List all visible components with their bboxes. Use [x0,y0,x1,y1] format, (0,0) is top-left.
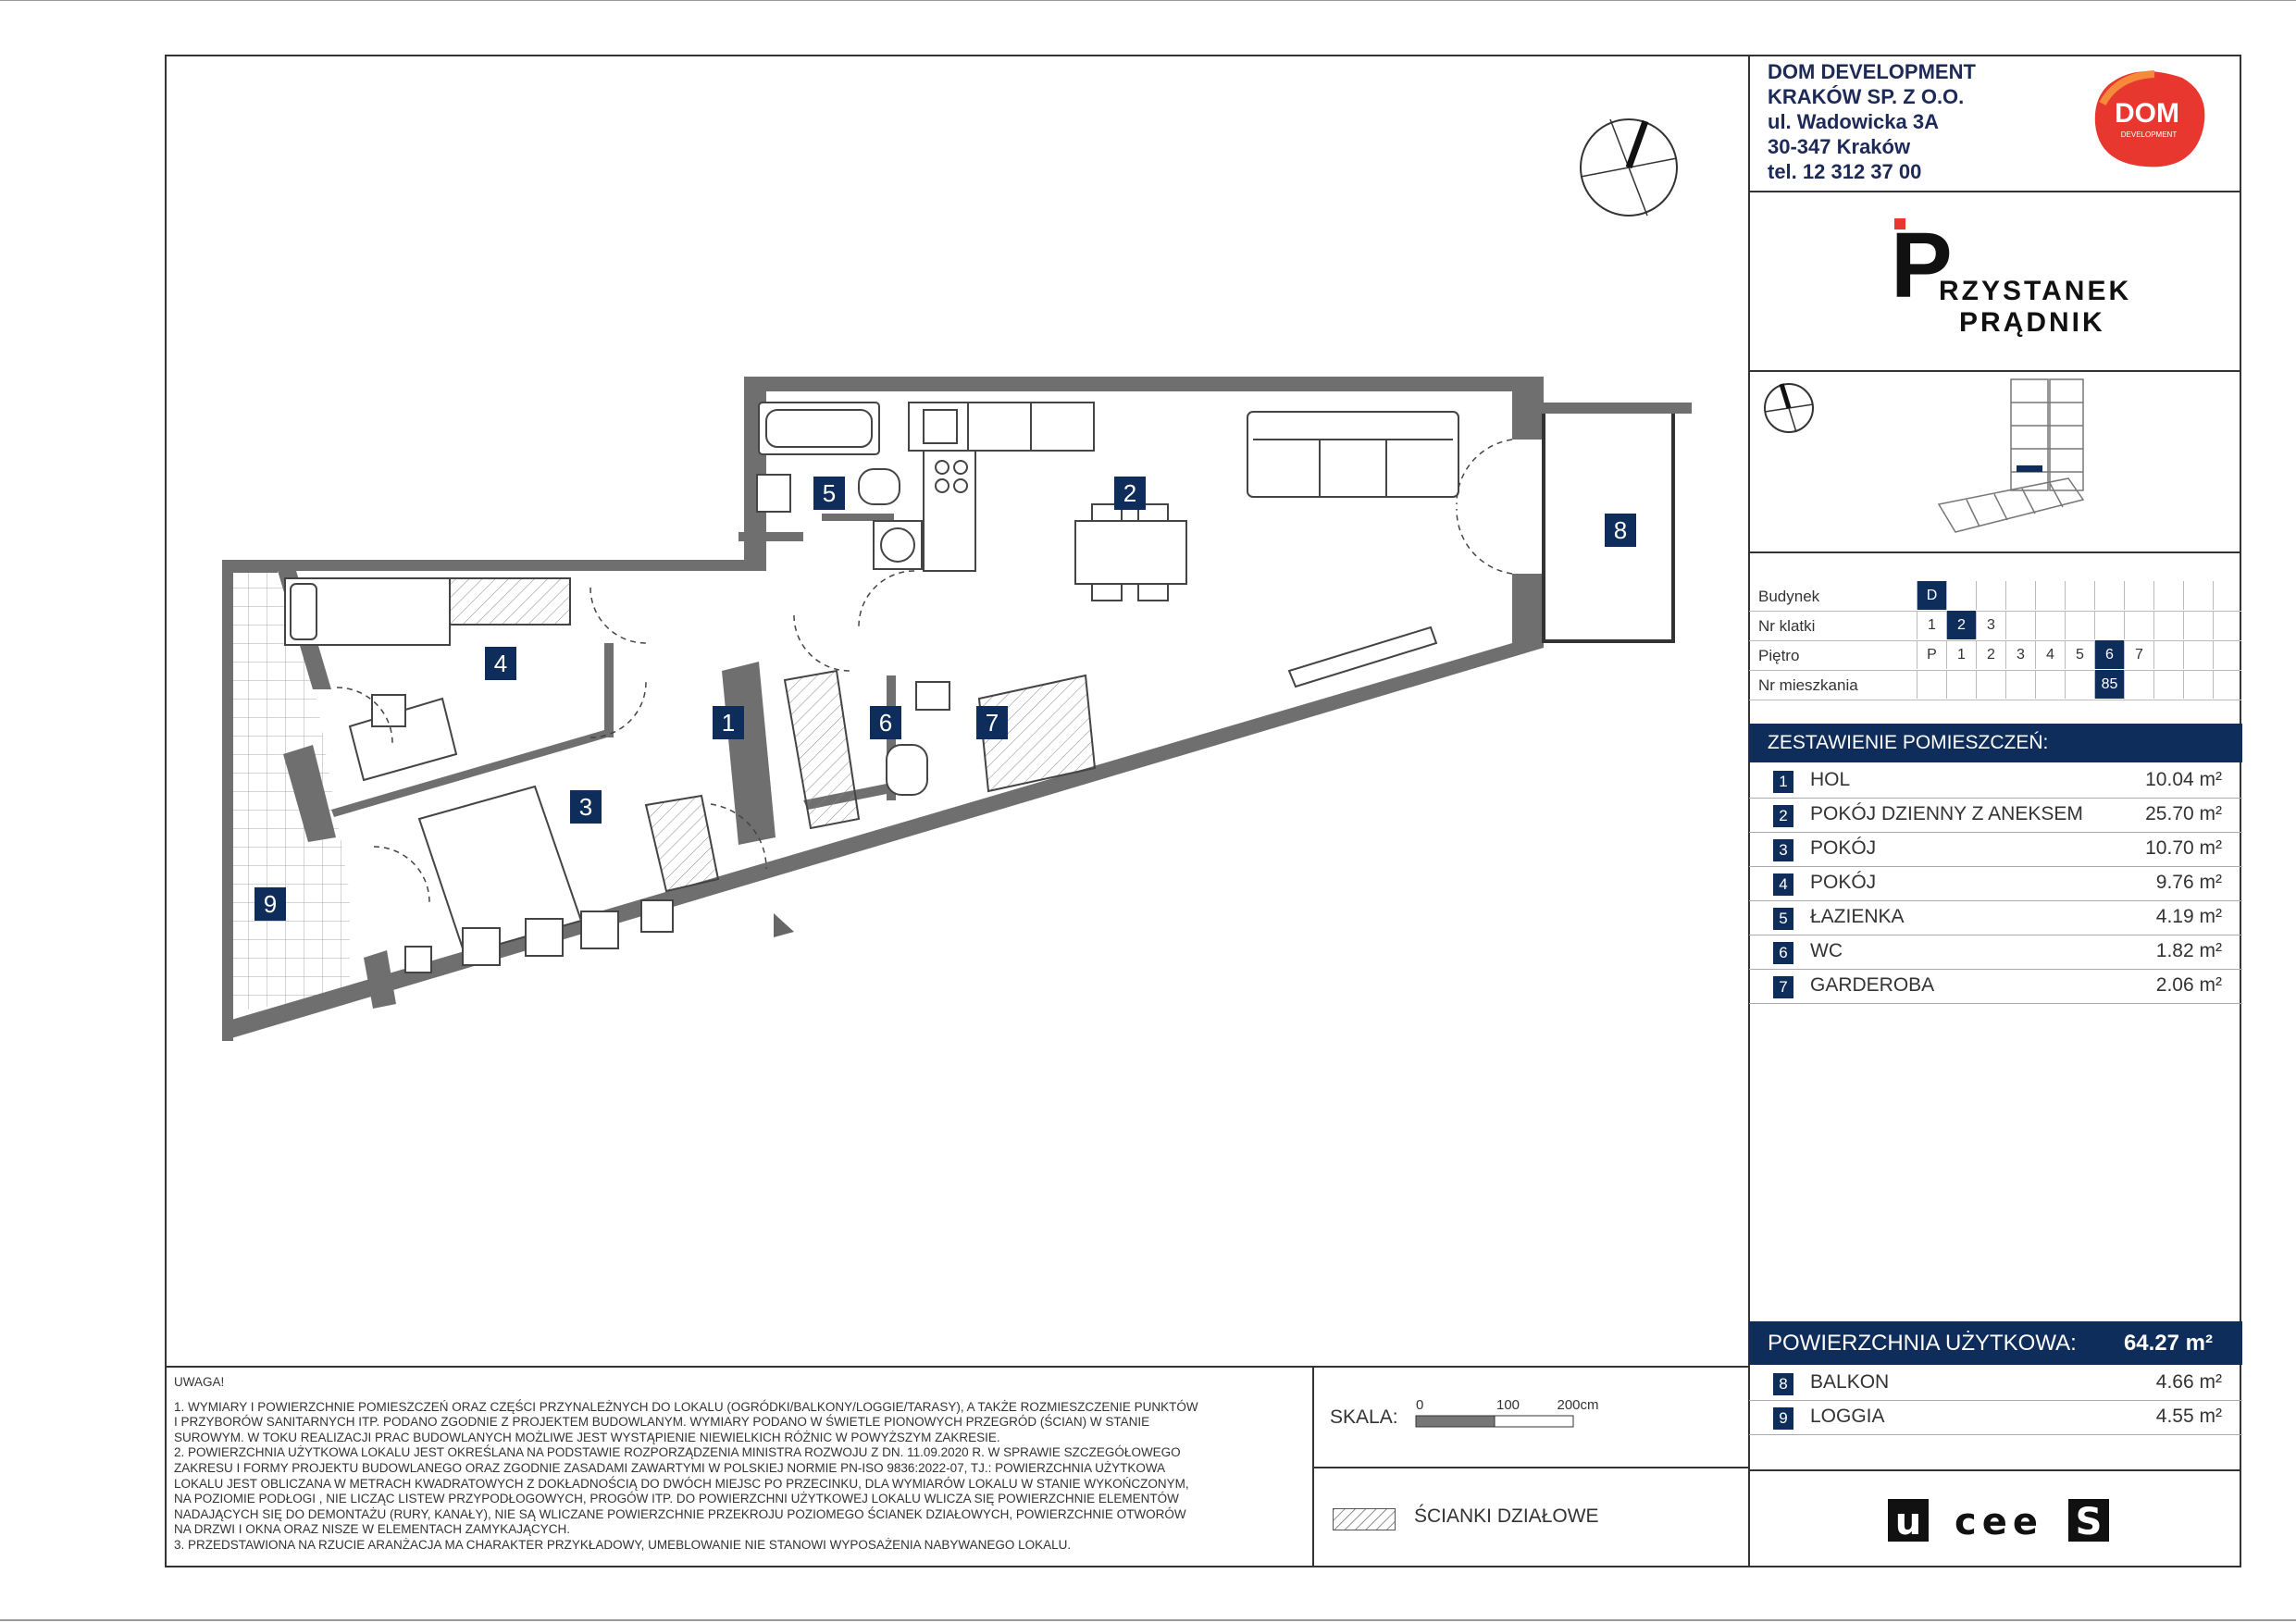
room-number: 8 [1773,1373,1793,1395]
room-number: 6 [1773,942,1793,964]
note-line: ZAKRESU I FORMY PROJEKTU BUDOWLANEGO ORAZ ZGODNIE ZASADAMI ZAWARTYMI W POLSKIEJ NORMIE PN-ISO 9836:2022-07, TJ.: POWIERZCHNIA UŻYTKOWA [174,1460,1166,1475]
room-name: GARDEROBA [1810,974,1935,996]
building-row [1749,581,2241,612]
room-name: POKÓJ [1810,872,1877,893]
site-key-plan [1754,375,2240,551]
room-row [1749,833,2242,867]
scale-tick: 200cm [1557,1397,1599,1413]
floor-cell: 5 [2065,640,2094,669]
hall-wardrobe [785,671,859,828]
extra-row [1749,1367,2242,1401]
floor-cell: 2 [1976,640,2005,669]
divider [1748,1469,2241,1471]
room-row [1749,970,2242,1004]
floor-cell-selected: 6 [2094,640,2124,669]
company-name-line2: KRAKÓW SP. Z O.O. [1768,85,1965,108]
extra-row [1749,1401,2242,1435]
room-area: 2.06 m² [2155,974,2222,996]
logo-line2: PRĄDNIK [1959,307,2105,338]
room-row [1749,867,2242,901]
note-line: 3. PRZEDSTAWIONA NA RZUCIE ARANŻACJA MA CHARAKTER PRZYKŁADOWY, UMEBLOWANIE NIE STANOWI WYPOSAŻENIA NABYWANEGO LOKALU. [174,1537,1072,1552]
staircase-row [1749,611,2241,641]
svg-text:u: u [1894,1501,1922,1543]
room-row [1749,935,2242,970]
svg-text:cee: cee [1955,1501,2043,1543]
compass-icon [1573,116,1684,227]
room-area: 1.82 m² [2155,940,2222,961]
plan-label-wc: 6 [870,706,901,739]
partition-wall-legend-swatch [1333,1508,1396,1530]
apartment-location-marker [2017,465,2042,472]
room-number: 3 [1773,839,1793,861]
company-city: 30-347 Kraków [1768,135,1911,158]
floor-cell: P [1917,640,1946,669]
divider [1748,370,2241,372]
room-area: 4.55 m² [2155,1406,2222,1427]
scale-bar [1411,1395,1599,1434]
room-name: POKÓJ DZIENNY Z ANEKSEM [1810,803,2083,824]
rooms-header: ZESTAWIENIE POMIESZCZEŃ: [1749,724,2242,762]
room-name: WC [1810,940,1843,961]
floor-cell: 3 [2005,640,2035,669]
room-number: 9 [1773,1407,1793,1430]
room-row [1749,799,2242,833]
room-number: 5 [1773,908,1793,930]
svg-text:S: S [2075,1501,2103,1543]
room-area: 10.04 m² [2145,769,2222,790]
room-number: 7 [1773,976,1793,998]
dom-logo-subtext: DEVELOPMENT [2120,130,2178,139]
plan-label-room4: 4 [485,647,516,680]
top-border [0,0,2296,1]
staircase-cell: 1 [1917,611,1946,639]
divider [1748,551,2241,553]
company-address [1768,59,1976,184]
floor-cell: 4 [2035,640,2065,669]
apartment-number-value: 85 [2094,670,2124,699]
sofa [1247,412,1458,497]
floor-plan [211,365,1710,1087]
floor-cell: 7 [2124,640,2153,669]
room-number: 2 [1773,805,1793,827]
scale-tick: 0 [1416,1397,1424,1413]
note-line: 2. POWIERZCHNIA UŻYTKOWA LOKALU JEST OKREŚLANA NA PODSTAWIE ROZPORZĄDZENIA MINISTRA ROZWOJU Z DN. 11.09.2020 R. W SPRAWIE SZCZEGÓŁOWEGO [174,1445,1181,1460]
room-name: HOL [1810,769,1851,790]
usable-area-label: POWIERZCHNIA UŻYTKOWA: [1768,1331,2077,1356]
note-line: 1. WYMIARY I POWIERZCHNIE POMIESZCZEŃ ORAZ CZĘŚCI PRZYNALEŻNYCH DO LOKALU (OGRÓDKI/BALKONY/LOGGIE/TARASY), A TAKŻE ROZMIESZCZENIE PUNKTÓW [174,1399,1198,1414]
scale-tick: 100 [1496,1397,1520,1413]
floor-row [1749,640,2241,671]
entrance-arrow-icon [774,913,794,937]
scale-label: SKALA: [1330,1406,1398,1428]
room-row [1749,764,2242,799]
usable-area-total [1749,1321,2242,1365]
plan-label-balcony: 8 [1605,514,1636,547]
floor-label: Piętro [1758,647,1800,664]
divider [1748,191,2241,192]
building-outline [1939,379,2083,532]
company-street: ul. Wadowicka 3A [1768,110,1940,133]
wc-sink [916,682,949,710]
usable-area-value: 64.27 m² [2123,1331,2213,1356]
plan-label-living: 2 [1114,477,1146,510]
bedroom-3-furniture [405,787,718,973]
company-name: DOM DEVELOPMENT [1768,60,1976,83]
legal-notes [174,1375,1285,1554]
floor-cell: 1 [1946,640,1976,669]
wc-toilet [887,745,927,795]
room-area: 4.66 m² [2155,1371,2222,1393]
dom-development-logo [2090,67,2210,170]
room-number: 4 [1773,873,1793,896]
logo-line1: RZYSTANEK [1939,276,2132,306]
uceeS-logo [1888,1492,2110,1545]
note-line: NADAJĄCYCH SIĘ DO DEMONTAŻU (RURY, KANAŁY), NIE SĄ WLICZANE POWIERZCHNIE PRZEKROJU POZIOMEGO ŚCIANEK DZIAŁOWYCH, POWIERZCHNIE OTWORÓW [174,1506,1186,1521]
note-line: NA POZIOMIE PODŁOGI , NIE LICZĄC LISTEW PRZYPODŁOGOWYCH, PROGÓW ITP. DO POWIERZCHNI UŻYTKOWEJ LOKALU WLICZA SIĘ POWIERZCHNIE ELEMENTÓW [174,1492,1179,1506]
plan-label-hol: 1 [713,706,744,739]
room-area: 9.76 m² [2155,872,2222,893]
room-name: POKÓJ [1810,837,1877,859]
logo-initial: P [1891,214,1953,317]
company-phone: tel. 12 312 37 00 [1768,160,1922,183]
kitchen-counter [909,403,1094,571]
room-number: 1 [1773,771,1793,793]
staircase-cell-selected: 2 [1946,611,1976,639]
note-line: I PRZYBORÓW SANITARNYCH ITP. PODANO ZGODNIE Z PROJEKTEM BUDOWLANYM. WYMIARY PODANO W ŚWIETLE PIONOWYCH PRZEGRÓD (ŚCIAN) W STANIE [174,1415,1150,1430]
compass-small-icon [1765,384,1813,432]
room-area: 4.19 m² [2155,906,2222,927]
room-area: 25.70 m² [2145,803,2222,824]
room-name: BALKON [1810,1371,1890,1393]
plan-label-loggia: 9 [254,887,286,921]
plan-label-bathroom: 5 [813,477,845,510]
przystanek-pradnik-logo [1891,214,2132,339]
dining-table [1075,504,1186,601]
apartment-number-label: Nr mieszkania [1758,676,1858,694]
staircase-label: Nr klatki [1758,617,1816,635]
building-label: Budynek [1758,588,1820,605]
legend-label: ŚCIANKI DZIAŁOWE [1414,1505,1599,1527]
room-area: 10.70 m² [2145,837,2222,859]
room-name: ŁAZIENKA [1810,906,1905,927]
apartment-number-row [1749,670,2241,700]
plan-label-room3: 3 [570,790,602,824]
staircase-cell: 3 [1976,611,2005,639]
dom-logo-text: DOM [2115,98,2179,129]
room-row [1749,901,2242,935]
divider [1312,1467,1749,1468]
plan-label-garderoba: 7 [976,706,1008,739]
room-name: LOGGIA [1810,1406,1885,1427]
building-value: D [1917,581,1946,610]
notes-divider [165,1366,1749,1368]
note-line: NA DRZWI I OKNA ORAZ NISZE W ELEMENTACH ZAMYKAJĄCYCH. [174,1522,571,1537]
note-line: SUROWYM. W TOKU REALIZACJI PRAC BUDOWLANYCH MOŻLIWE JEST WYSTĄPIENIE NIEWIELKICH RÓŻNIC W POWYŻSZYM ZAKRESIE. [174,1430,1000,1444]
bottom-border [0,1619,2296,1621]
notes-heading: UWAGA! [174,1375,225,1389]
note-line: LOKALU JEST OBLICZANA W METRACH KWADRATOWYCH Z DOKŁADNOŚCIĄ DO DWÓCH MIEJSC PO PRZECINKU, DLA WYMIARÓW LOKALU W STANIE WYKOŃCZONYM, [174,1476,1189,1491]
